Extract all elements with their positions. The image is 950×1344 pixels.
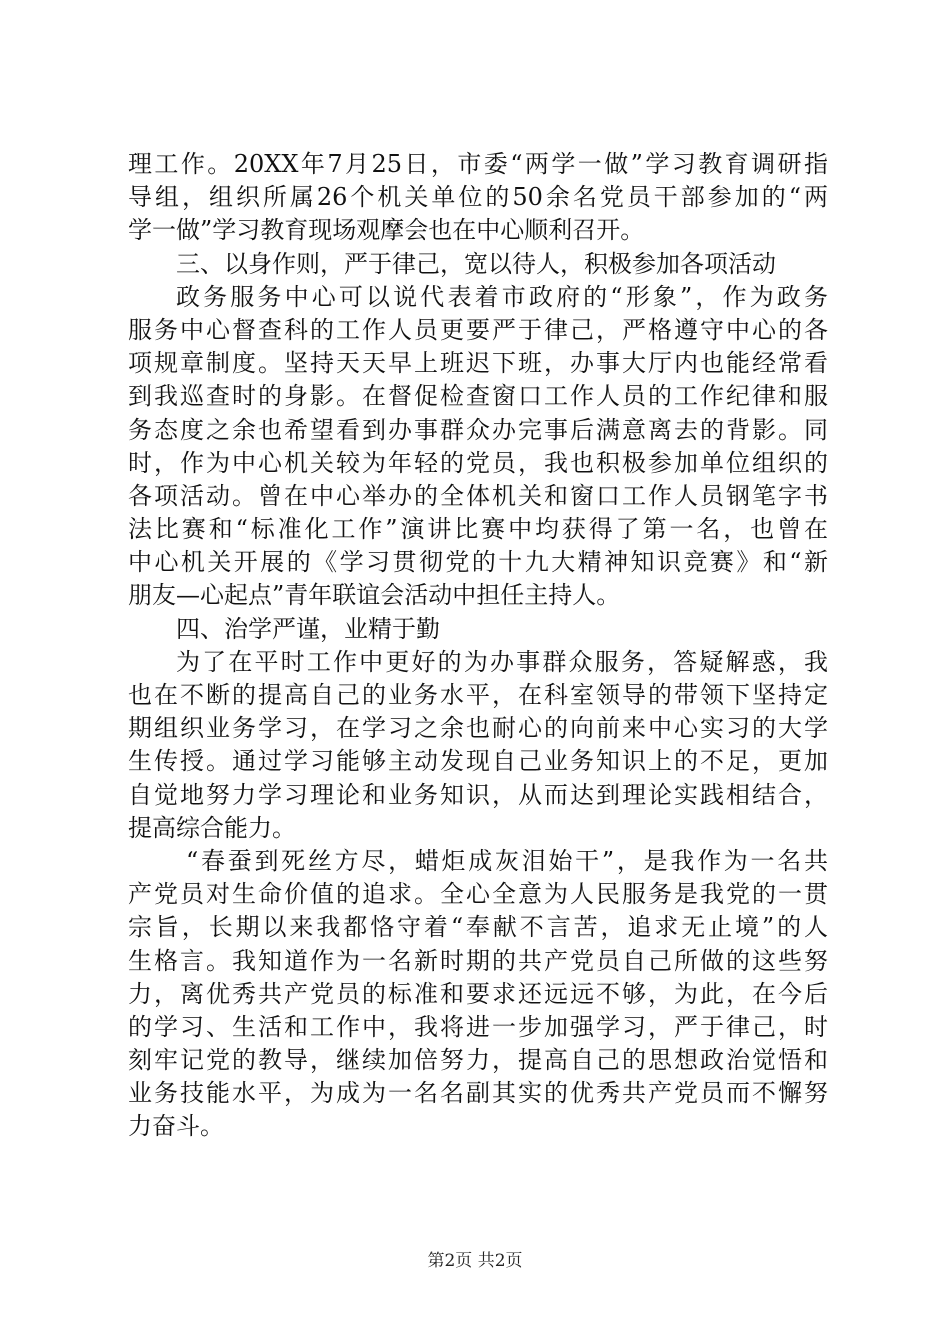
text-line: 时，作为中心机关较为年轻的党员，我也积极参加单位组织的 xyxy=(128,448,828,477)
text-line: 朋友—心起点”青年联谊会活动中担任主持人。 xyxy=(128,581,621,610)
text-line: 力，离优秀共产党员的标准和要求还远远不够，为此，在今后 xyxy=(128,979,828,1008)
text-line: 的学习、生活和工作中，我将进一步加强学习，严于律己，时 xyxy=(128,1012,828,1041)
text-line: 学一做”学习教育现场观摩会也在中心顺利召开。 xyxy=(128,216,645,245)
text-line: 服务中心督查科的工作人员更要严于律己，严格遵守中心的各 xyxy=(128,315,828,344)
text-line: 务态度之余也希望看到办事群众办完事后满意离去的背影。同 xyxy=(128,415,828,444)
text-line: 项规章制度。坚持天天早上班迟下班，办事大厅内也能经常看 xyxy=(128,349,828,378)
text-line: 自觉地努力学习理论和业务知识，从而达到理论实践相结合， xyxy=(128,780,828,809)
text-line: 产党员对生命价值的追求。全心全意为人民服务是我党的一贯 xyxy=(128,880,828,909)
text-line: 导组，组织所属26个机关单位的50余名党员干部参加的“两 xyxy=(128,183,828,212)
text-line: 力奋斗。 xyxy=(128,1112,224,1141)
page-footer: 第2页 共2页 xyxy=(427,1251,523,1271)
text-line: 为了在平时工作中更好的为办事群众服务，答疑解惑，我 xyxy=(176,647,828,676)
section-heading: 三、以身作则，严于律己，宽以待人，积极参加各项活动 xyxy=(176,249,776,278)
text-line: 也在不断的提高自己的业务水平，在科室领导的带领下坚持定 xyxy=(128,681,828,709)
text-line: 各项活动。曾在中心举办的全体机关和窗口工作人员钢笔字书 xyxy=(128,481,828,510)
text-line: 理工作。20XX年7月25日，市委“两学一做”学习教育调研指 xyxy=(128,150,828,178)
text-line: 到我巡查时的身影。在督促检查窗口工作人员的工作纪律和服 xyxy=(128,382,828,411)
text-line: 中心机关开展的《学习贯彻党的十九大精神知识竞赛》和“新 xyxy=(128,548,828,577)
text-line: 业务技能水平，为成为一名名副其实的优秀共产党员而不懈努 xyxy=(128,1079,828,1108)
section-heading: 四、治学严谨，业精于勤 xyxy=(176,614,440,643)
text-line: 刻牢记党的教导，继续加倍努力，提高自己的思想政治觉悟和 xyxy=(128,1046,828,1075)
text-line: 宗旨，长期以来我都恪守着“奉献不言苦，追求无止境”的人 xyxy=(128,913,828,942)
text-line: “春蚕到死丝方尽，蜡炬成灰泪始干”，是我作为一名共 xyxy=(186,846,828,875)
text-line: 生格言。我知道作为一名新时期的共产党员自己所做的这些努 xyxy=(128,946,828,975)
text-line: 法比赛和“标准化工作”演讲比赛中均获得了第一名，也曾在 xyxy=(128,515,828,544)
text-line: 生传授。通过学习能够主动发现自己业务知识上的不足，更加 xyxy=(128,747,828,776)
text-line: 期组织业务学习，在学习之余也耐心的向前来中心实习的大学 xyxy=(128,714,828,743)
text-line: 提高综合能力。 xyxy=(128,813,296,842)
document-body xyxy=(128,148,828,1144)
text-line: 政务服务中心可以说代表着市政府的“形象”，作为政务 xyxy=(176,282,828,311)
